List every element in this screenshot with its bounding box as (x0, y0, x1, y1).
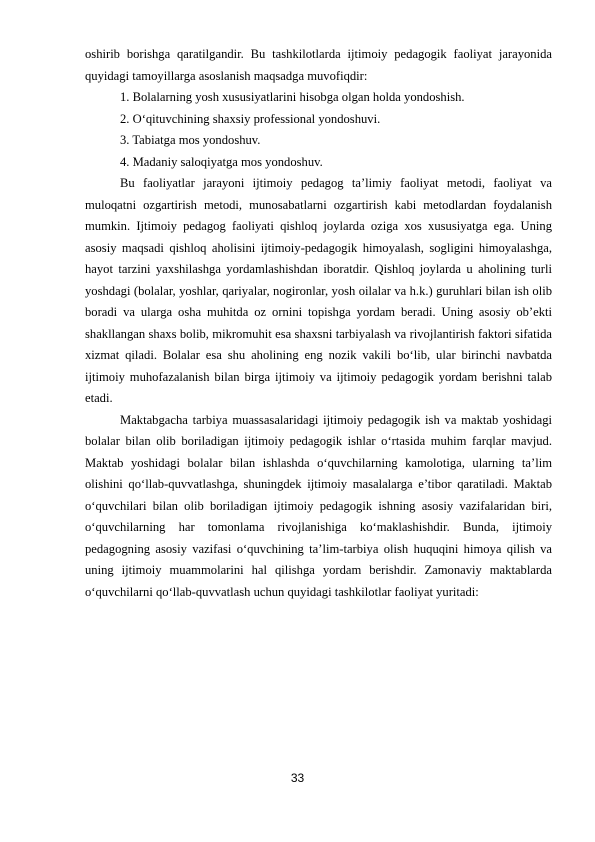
paragraph-1: Bu faoliyatlar jarayoni ijtimoiy pedagog ta’limiy faoliyat metodi, faoliyat va muloqatni ozgartirish metodi, munosabatlarni ozgartirish kabi metodlardan foydalanish mumkin. Ijtimoiy pedagog faoliyati qishloq joylarda oziga xos xususiyatga ega. Uning asosiy maqsadi qishloq aholisini ijtimoiy-pedagogik himoyalash, sogligini himoyalashga, hayot tarzini yaxshilashga yordamlashishdan iboratdir. Qishloq joylarda u aholining turli yoshdagi (bolalar, yoshlar, qariyalar, nogironlar, yosh oilalar va h.k.) guruhlari bilan ish olib boradi va ularga osha muhitda oz ornini topishga yordam beradi. Uning asosiy ob’ekti shakllangan shaxs bolib, mikromuhit esa shaxsni tarbiyalash va rivojlantirish faktori sifatida xizmat qiladi. Bolalar esa shu aholining eng nozik vakili bo‘lib, ular birinchi navbatda ijtimoiy muhofazalanish bilan birga ijtimoiy va ijtimoiy pedagogik yordam berishni talab etadi. (85, 176, 552, 405)
list-item-1: 1. Bolalarning yosh xususiyatlarini hisobga olgan holda yondoshish. (120, 90, 465, 104)
intro-paragraph: oshirib borishga qaratilgandir. Bu tashkilotlarda ijtimoiy pedagogik faoliyat jarayonida quyidagi tamoyillarga asoslanish maqsadga muvofiqdir: (85, 47, 552, 83)
body-text (85, 44, 552, 603)
paragraph-2: Maktabgacha tarbiya muassasalaridagi ijtimoiy pedagogik ish va maktab yoshidagi bolalar bilan olib boriladigan ijtimoiy pedagogik ishlar o‘rtasida muhim farqlar mavjud. Maktab yoshidagi bolalar bilan ishlashda o‘quvchilarning kamolotiga, ularning ta’lim olishini qo‘llab-quvvatlashga, shuningdek ijtimoiy masalalarga e’tibor qaratiladi. Maktab o‘quvchilari bilan olib boriladigan ijtimoiy pedagogik ishning asosiy vazifalaridan biri, o‘quvchilarning har tomonlama rivojlanishiga ko‘maklashishdir. Bunda, ijtimoiy pedagogning asosiy vazifasi o‘quvchining ta’lim-tarbiya olish huquqini himoya qilish va uning ijtimoiy muammolarini hal qilishga yordam berishdir. Zamonaviy maktablarda o‘quvchilarni qo‘llab-quvvatlash uchun quyidagi tashkilotlar faoliyat yuritadi: (85, 412, 552, 599)
list-item-4: 4. Madaniy saloqiyatga mos yondoshuv. (120, 154, 323, 169)
list-item-3: 3. Tabiatga mos yondoshuv. (120, 133, 261, 147)
page-number: 33 (290, 771, 305, 785)
list-item-2: 2. O‘qituvchining shaxsiy professional yondoshuvi. (120, 111, 381, 126)
